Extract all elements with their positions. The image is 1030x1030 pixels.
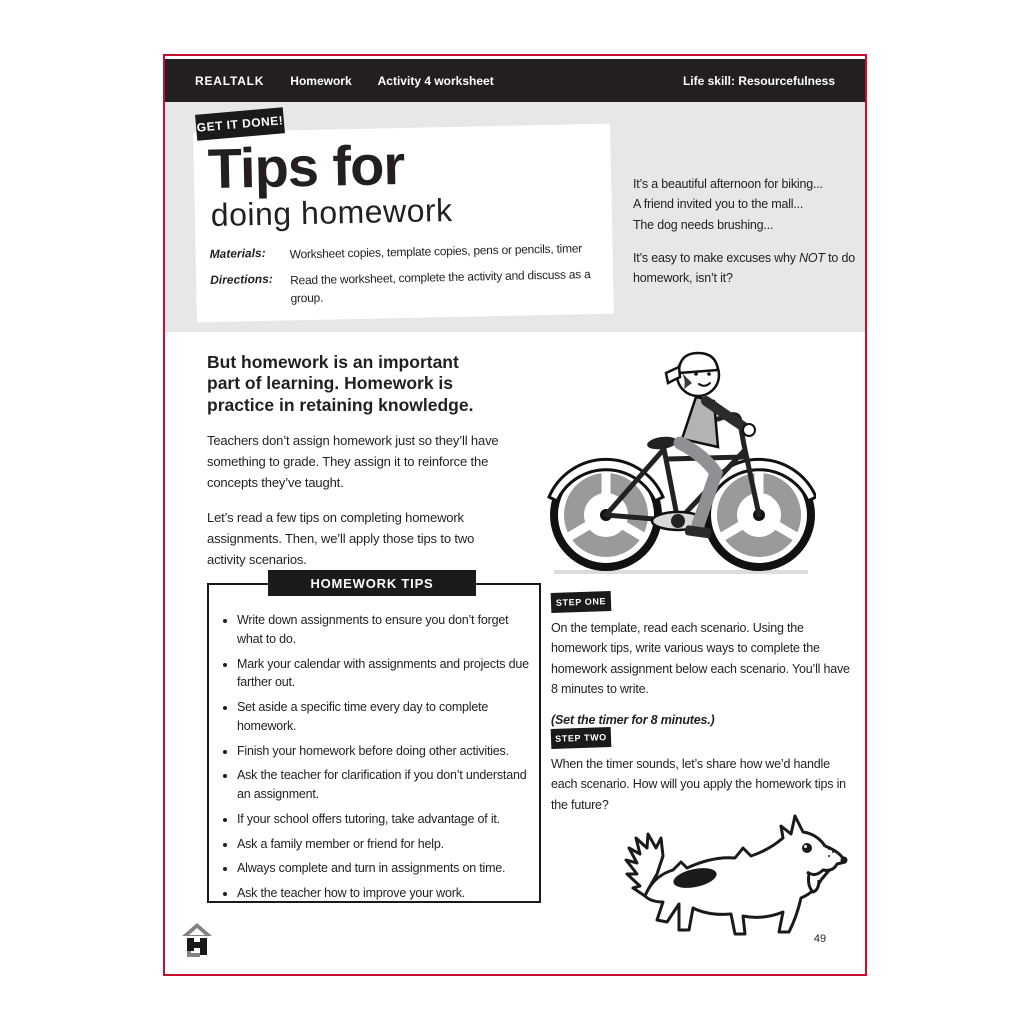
backwards-cap [679,353,718,373]
breadcrumb [195,74,494,88]
directions-row [210,264,614,310]
dog-body [645,816,832,934]
step-one-text: On the template, read each scenario. Using the homework tips, write various ways to complete the homework assignment below each scenario. You’ll have 8 minutes to write. (Set the timer for 8 minutes.) [551,618,853,730]
tip-item: • Finish your homework before doing other activities. [237,742,529,761]
homework-tips-box [207,583,541,903]
intro-heading-line: part of learning. Homework is [207,373,454,394]
get-it-done-badge: GET IT DONE! [195,107,285,141]
breadcrumb-homework: Homework [290,73,352,88]
directions-value: Read the worksheet, complete the activity and discuss as a group. [290,266,591,306]
step-two-text: When the timer sounds, let’s share how we’d handle each scenario. How will you apply the homework tips in the future? [551,757,846,812]
life-skill-label: Life skill: Resourcefulness [682,73,835,88]
bike-seat [646,435,677,451]
intro-paragraph-1: Teachers don’t assign homework just so they’ll have something to grade. They assign it to reinforce the concepts they’ve taught. [207,433,499,490]
brand-realtalk: REALTALK [195,73,265,88]
intro-section [207,352,519,571]
dog-nose [841,857,848,864]
tip-item: • Ask a family member or friend for help. [237,835,529,854]
homework-tips-list [223,611,529,903]
page-title: Tips for [207,132,405,201]
tip-item: • If your school offers tutoring, take advantage of it. [237,810,529,829]
step-two-badge: STEP TWO [551,727,612,749]
rider-hand [743,424,755,436]
excuse-line: It’s a beautiful afternoon for biking... [633,177,823,191]
materials-label: Materials: [209,246,266,262]
tip-item: • Set aside a specific time every day to complete homework. [237,698,529,736]
step-one-badge: STEP ONE [551,591,612,613]
page-subtitle: doing homework [210,192,453,234]
hero-card [193,124,614,323]
fluffy-dog-illustration [593,804,855,954]
tip-item: • Always complete and turn in assignments on time. [237,859,529,878]
excuse-line: A friend invited you to the mall... [633,197,804,212]
excuses-text [633,174,873,288]
tip-item: • Mark your calendar with assignments and projects due farther out. [237,655,529,693]
materials-row [209,239,612,266]
tip-item: • Write down assignments to ensure you don’t forget what to do. [237,611,529,649]
dog-eye [802,843,812,853]
top-bar [165,59,865,102]
intro-heading-line: practice in retaining knowledge. [207,394,474,415]
materials-value: Worksheet copies, template copies, pens or pencils, timer [289,241,583,262]
intro-heading-line: But homework is an important [207,352,459,372]
breadcrumb-activity: Activity 4 worksheet [377,73,494,88]
intro-paragraph-2: Let’s read a few tips on completing homework assignments. Then, we’ll apply those tips to two activity scenarios. [207,510,475,568]
directions-label: Directions: [210,271,273,287]
timer-note: (Set the timer for 8 minutes.) [551,713,715,727]
worksheet-page [163,54,867,976]
tip-item: • Ask the teacher for clarification if you don’t understand an assignment. [237,766,529,804]
bicycle-rider-illustration [546,327,816,581]
house-home-logo [181,922,213,959]
excuse-line: The dog needs brushing... [633,217,774,232]
page-number: 49 [813,933,827,945]
homework-tips-header: HOMEWORK TIPS [268,570,476,596]
excuse-question: It’s easy to make excuses why NOT to do homework, isn’t it? [633,250,855,285]
tip-item: • Ask the teacher how to improve your work. [237,884,529,903]
